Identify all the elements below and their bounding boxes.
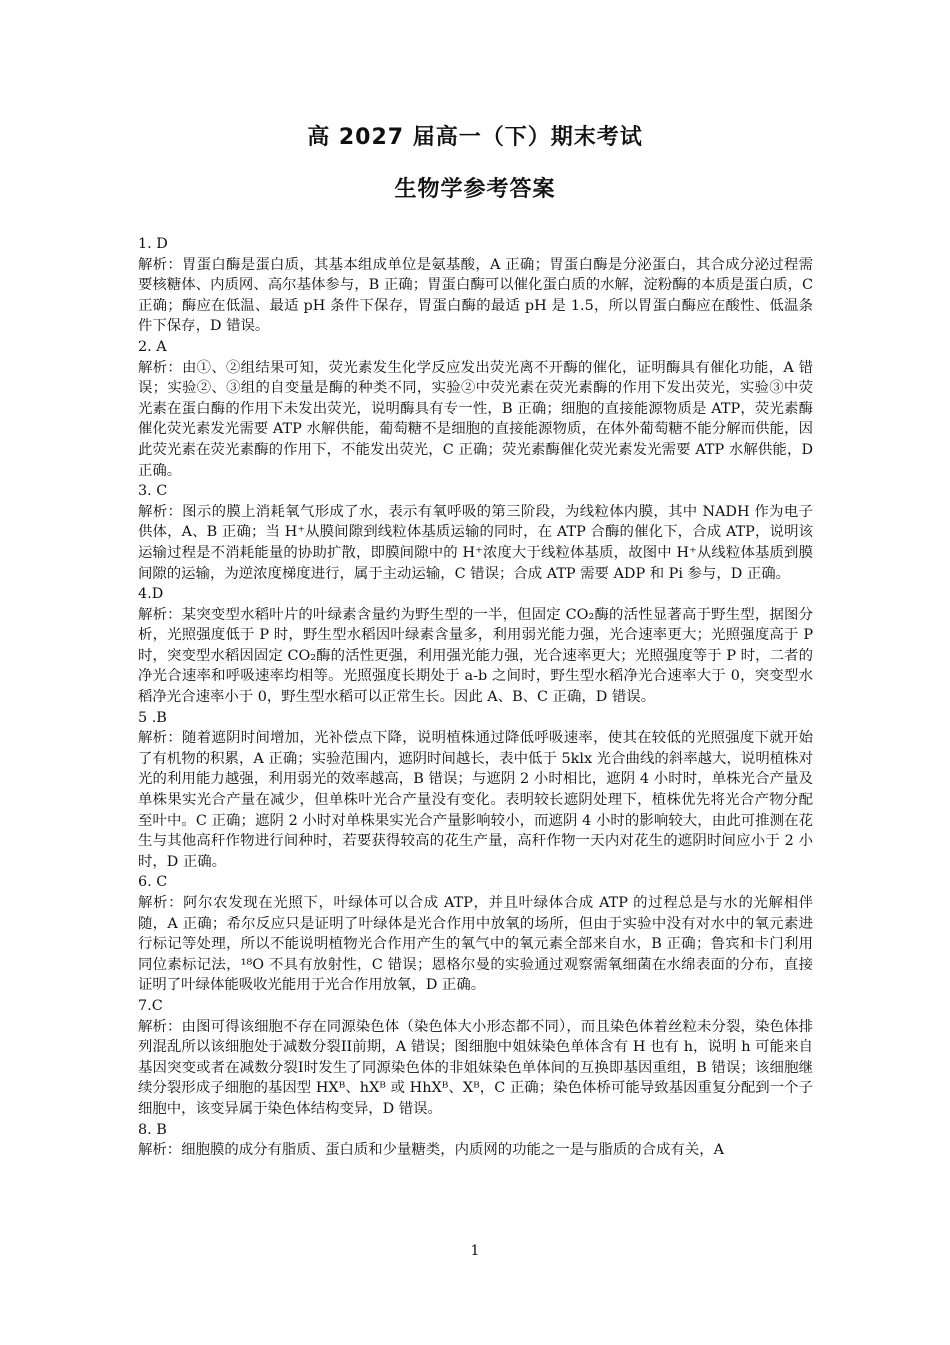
answer-explanation: 解析：细胞膜的成分有脂质、蛋白质和少量糖类，内质网的功能之一是与脂质的合成有关，A	[138, 1142, 725, 1159]
answer-item	[138, 708, 813, 873]
answer-list	[138, 234, 813, 1161]
answer-explanation: 解析：由①、②组结果可知，荧光素发生化学反应发出荧光离不开酶的催化，证明酶具有催化功能，A 错误；实验②、③组的自变量是酶的种类不同，实验②中荧光素在荧光素酶的作用下发出荧光，实验③中荧光素在蛋白酶的作用下未发出荧光，说明酶具有专一性，B 正确；细胞的直接能源物质是 ATP，荧光素酶催化荧光素发光需要 ATP 水解供能，葡萄糖不是细胞的直接能源物质，在体外葡萄糖不能分解而供能，因此荧光素在荧光素酶的作用下，不能发出荧光，C 正确；荧光素酶催化荧光素发光需要 ATP 水解供能，D 正确。	[138, 359, 813, 479]
answer-item	[138, 872, 813, 996]
page-title: 高 2027 届高一（下）期末考试	[307, 125, 643, 150]
page-number: 1	[470, 1243, 480, 1259]
answer-number: 8. B	[138, 1121, 167, 1138]
answer-explanation: 解析：某突变型水稻叶片的叶绿素含量约为野生型的一半，但固定 CO₂酶的活性显著高于野生型，据图分析，光照强度低于 P 时，野生型水稻因叶绿素含量多，利用弱光能力强，光合速率更大；光照强度高于 P 时，突变型水稻因固定 CO₂酶的活性更强，利用强光能力强，光合速率更大；光照强度等于 P 时，二者的净光合速率和呼吸速率均相等。光照强度长期处于 a-b 之间时，野生型水稻净光合速率大于 0，突变型水稻净光合速率小于 0，野生型水稻可以正常生长。因此 A、B、C 正确，D 错误。	[138, 606, 813, 706]
answer-item	[138, 481, 813, 584]
answer-item	[138, 337, 813, 481]
answer-explanation: 解析：胃蛋白酶是蛋白质，其基本组成单位是氨基酸，A 正确；胃蛋白酶是分泌蛋白，其合成分泌过程需要核糖体、内质网、高尔基体参与，B 正确；胃蛋白酶可以催化蛋白质的水解，淀粉酶的本质是蛋白质，C 正确；酶应在低温、最适 pH 条件下保存，胃蛋白酶的最适 pH 是 1.5，所以胃蛋白酶应在酸性、低温条件下保存，D 错误。	[138, 256, 813, 335]
answer-explanation: 解析：阿尔农发现在光照下，叶绿体可以合成 ATP，并且叶绿体合成 ATP 的过程总是与水的光解相伴随，A 正确；希尔反应只是证明了叶绿体是光合作用中放氧的场所，但由于实验中没有对水中的氧元素进行标记等处理，所以不能说明植物光合作用产生的氧气中的氧元素全部来自水，B 正确；鲁宾和卡门利用同位素标记法，¹⁸O 不具有放射性，C 错误；恩格尔曼的实验通过观察需氧细菌在水绵表面的分布，直接证明了叶绿体能吸收光能用于光合作用放氧，D 正确。	[138, 895, 813, 994]
answer-explanation: 解析：随着遮阴时间增加，光补偿点下降，说明植株通过降低呼吸速率，使其在较低的光照强度下就开始了有机物的积累，A 正确；实验范围内，遮阴时间越长，表中低于 5klx 光合曲线的斜率越大，说明植株对光的利用能力越强，利用弱光的效率越高，B 错误；与遮阴 2 小时相比，遮阴 4 小时时，单株光合产量及单株果实光合产量在减少，但单株叶光合产量没有变化。表明较长遮阴处理下，植株优先将光合产物分配至叶中。C 正确；遮阴 2 小时对单株果实光合产量影响较小，而遮阴 4 小时的影响较大，由此可推测在花生与其他高秆作物进行间种时，若要获得较高的花生产量，高秆作物一天内对花生的遮阴时间应小于 2 小时，D 正确。	[138, 730, 813, 870]
answer-item	[138, 234, 813, 337]
page-subtitle: 生物学参考答案	[394, 177, 556, 202]
answer-number: 7.C	[138, 997, 163, 1014]
answer-number: 2. A	[138, 338, 167, 355]
answer-item	[138, 584, 813, 708]
answer-item	[138, 1120, 813, 1161]
answer-number: 3. C	[138, 483, 168, 500]
answer-number: 6. C	[138, 874, 168, 891]
answer-number: 4.D	[138, 586, 164, 603]
answer-item	[138, 996, 813, 1120]
answer-explanation: 解析：由图可得该细胞不存在同源染色体（染色体大小形态都不同），而且染色体着丝粒未分裂，染色体排列混乱所以该细胞处于减数分裂II前期，A 错误；图细胞中姐妹染色单体含有 H 也有 h，说明 h 可能来自基因突变或者在减数分裂I时发生了同源染色体的非姐妹染色单体间的互换即基因重组，B 错误；该细胞继续分裂形成子细胞的基因型 HXᴮ、hXᴮ 或 HhXᴮ、Xᴮ，C 正确；染色体桥可能导致基因重复分配到一个子细胞中，该变异属于染色体结构变异，D 错误。	[138, 1018, 813, 1117]
answer-explanation: 解析：图示的膜上消耗氧气形成了水，表示有氧呼吸的第三阶段，为线粒体内膜，其中 NADH 作为电子供体，A、B 正确；当 H⁺从膜间隙到线粒体基质运输的同时，在 ATP 合酶的催化下，合成 ATP，说明该运输过程是不消耗能量的协助扩散，即膜间隙中的 H⁺浓度大于线粒体基质，故图中 H⁺从线粒体基质到膜间隙的运输，为逆浓度梯度进行，属于主动运输，C 错误；合成 ATP 需要 ADP 和 Pi 参与，D 正确。	[138, 503, 813, 582]
answer-number: 1. D	[138, 236, 168, 252]
answer-number: 5 .B	[138, 709, 167, 726]
